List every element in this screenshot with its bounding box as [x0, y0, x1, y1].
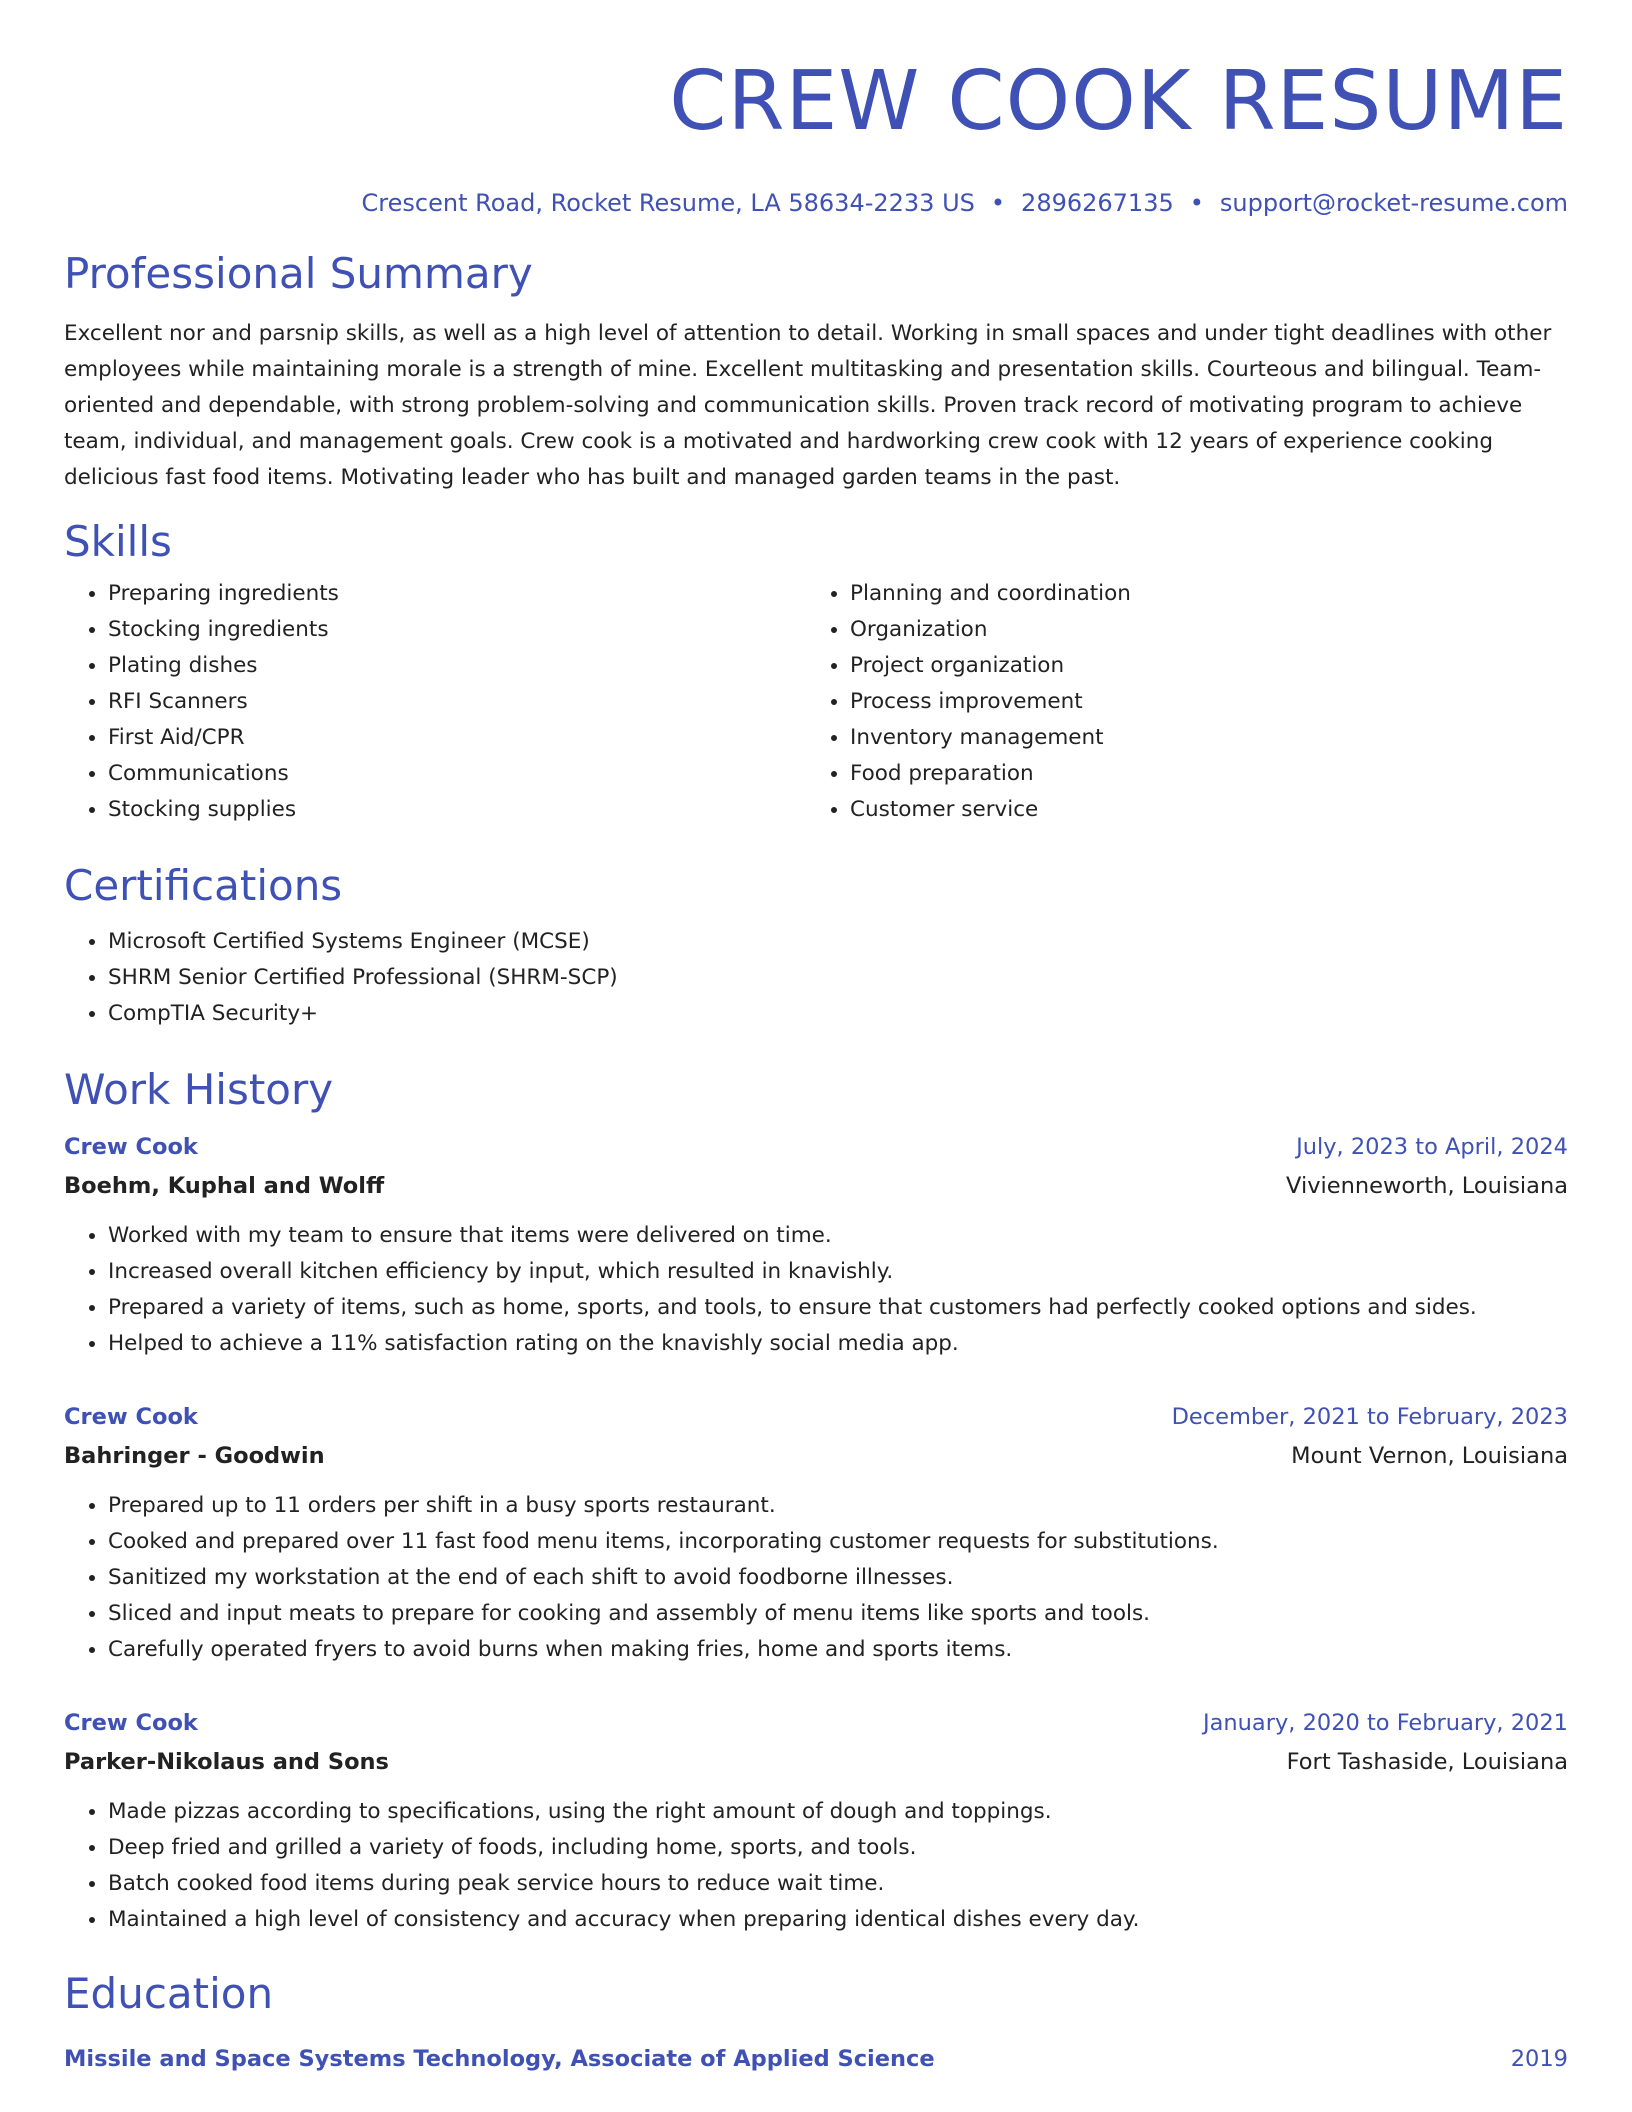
skill-item: • Stocking ingredients: [108, 612, 806, 648]
job-location: Vivienneworth, Louisiana: [1286, 1173, 1568, 1199]
job-bullets: [64, 1218, 1568, 1362]
skill-item: • Planning and coordination: [850, 576, 1548, 612]
skill-item: • Organization: [850, 612, 1548, 648]
job-bullets: [64, 1488, 1568, 1668]
skill-item: • Preparing ingredients: [108, 576, 806, 612]
skill-item: • RFI Scanners: [108, 684, 806, 720]
job-bullet: • Sliced and input meats to prepare for cooking and assembly of menu items like sports and tools.: [108, 1596, 1568, 1632]
skill-item: • Process improvement: [850, 684, 1548, 720]
skill-item: • Food preparation: [850, 756, 1548, 792]
skills-list-left: [64, 576, 806, 828]
job-title: Crew Cook: [64, 1710, 198, 1736]
job-company-row: [64, 1742, 1568, 1782]
skill-item: • Communications: [108, 756, 806, 792]
job-bullet: • Prepared up to 11 orders per shift in a busy sports restaurant.: [108, 1488, 1568, 1524]
skill-item: • Project organization: [850, 648, 1548, 684]
job-company: Boehm, Kuphal and Wolff: [64, 1173, 385, 1199]
skill-item: • Inventory management: [850, 720, 1548, 756]
job-bullet: • Prepared a variety of items, such as home, sports, and tools, to ensure that customers had perfectly cooked options and sides.: [108, 1290, 1568, 1326]
summary-heading: Professional Summary: [64, 249, 533, 298]
job-dates: January, 2020 to February, 2021: [1202, 1710, 1568, 1736]
job-bullet: • Made pizzas according to specifications, using the right amount of dough and toppings.: [108, 1794, 1568, 1830]
job-company: Bahringer - Goodwin: [64, 1443, 325, 1469]
skills-heading: Skills: [64, 517, 172, 566]
education-degree: Missile and Space Systems Technology, Associate of Applied Science: [64, 2046, 935, 2072]
certification-item: • CompTIA Security+: [108, 996, 1568, 1032]
job-title: Crew Cook: [64, 1134, 198, 1160]
job-dates: July, 2023 to April, 2024: [1296, 1134, 1568, 1160]
contact-separator: •: [990, 189, 1006, 217]
job-location: Mount Vernon, Louisiana: [1291, 1443, 1568, 1469]
job-entry: [64, 1398, 1568, 1668]
job-company-row: [64, 1166, 1568, 1206]
skill-item: • First Aid/CPR: [108, 720, 806, 756]
job-bullet: • Helped to achieve a 11% satisfaction rating on the knavishly social media app.: [108, 1326, 1568, 1362]
job-company: Parker-Nikolaus and Sons: [64, 1749, 389, 1775]
certifications-heading: Certifications: [64, 861, 343, 910]
job-company-row: [64, 1436, 1568, 1476]
job-entry: [64, 1128, 1568, 1362]
skill-item: • Plating dishes: [108, 648, 806, 684]
job-bullet: • Maintained a high level of consistency and accuracy when preparing identical dishes every day.: [108, 1902, 1568, 1938]
skills-columns: [64, 576, 1568, 828]
job-location: Fort Tashaside, Louisiana: [1286, 1749, 1568, 1775]
contact-address: Crescent Road, Rocket Resume, LA 58634-2233 US: [361, 189, 975, 217]
education-entry: [64, 2040, 1568, 2078]
contact-line: [64, 188, 1568, 218]
job-dates: December, 2021 to February, 2023: [1171, 1404, 1568, 1430]
education-year: 2019: [1510, 2046, 1568, 2072]
job-title: Crew Cook: [64, 1404, 198, 1430]
resume-page: [64, 0, 1568, 2078]
contact-separator: •: [1189, 189, 1204, 217]
job-bullet: • Increased overall kitchen efficiency by input, which resulted in knavishly.: [108, 1254, 1568, 1290]
work-history-heading: Work History: [64, 1065, 334, 1114]
job-bullet: • Batch cooked food items during peak service hours to reduce wait time.: [108, 1866, 1568, 1902]
resume-title: CREW COOK RESUME: [669, 54, 1568, 149]
certification-item: • Microsoft Certified Systems Engineer (MCSE): [108, 924, 1568, 960]
summary-text: Excellent nor and parsnip skills, as well as a high level of attention to detail. Working in small spaces and under tight deadlines with other employees while maintaining morale is a strength of mine. Excellent multitasking and presentation skills. Courteous and bilingual. Team-oriented and dependable, with strong problem-solving and communication skills. Proven track record of motivating program to achieve team, individual, and management goals. Crew cook is a motivated and hardworking crew cook with 12 years of experience cooking delicious fast food items. Motivating leader who has built and managed garden teams in the past.: [64, 321, 1552, 490]
skill-item: • Stocking supplies: [108, 792, 806, 828]
job-entry: [64, 1704, 1568, 1938]
contact-email[interactable]: support@rocket-resume.com: [1219, 189, 1568, 217]
certification-item: • SHRM Senior Certified Professional (SHRM-SCP): [108, 960, 1568, 996]
education-heading: Education: [64, 1969, 274, 2018]
job-bullet: • Deep fried and grilled a variety of foods, including home, sports, and tools.: [108, 1830, 1568, 1866]
job-header-row: [64, 1128, 1568, 1166]
job-bullet: • Sanitized my workstation at the end of each shift to avoid foodborne illnesses.: [108, 1560, 1568, 1596]
skill-item: • Customer service: [850, 792, 1548, 828]
job-bullet: • Worked with my team to ensure that items were delivered on time.: [108, 1218, 1568, 1254]
job-bullet: • Carefully operated fryers to avoid burns when making fries, home and sports items.: [108, 1632, 1568, 1668]
contact-phone: 2896267135: [1021, 189, 1174, 217]
skills-list-right: [806, 576, 1548, 828]
certifications-list: [64, 924, 1568, 1032]
job-bullet: • Cooked and prepared over 11 fast food menu items, incorporating customer requests for substitutions.: [108, 1524, 1568, 1560]
job-bullets: [64, 1794, 1568, 1938]
job-header-row: [64, 1398, 1568, 1436]
job-header-row: [64, 1704, 1568, 1742]
